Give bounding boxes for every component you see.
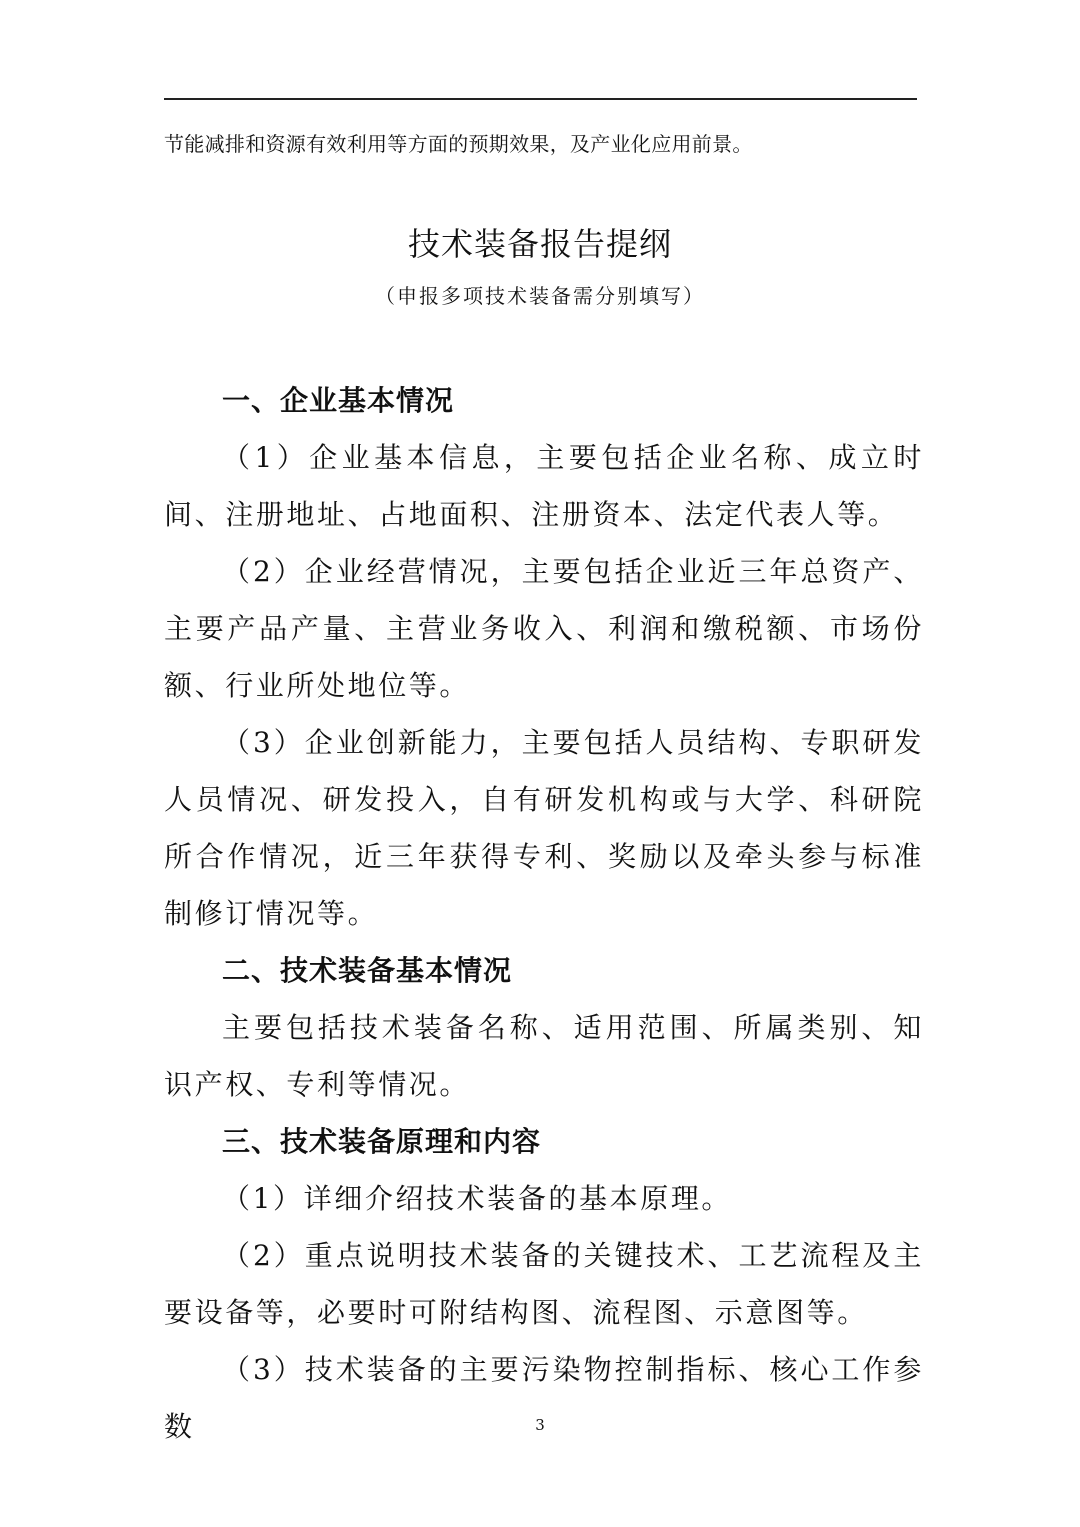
paragraph: （1）企业基本信息，主要包括企业名称、成立时间、注册地址、占地面积、注册资本、法定代表人等。	[164, 441, 924, 531]
section-heading: 三、技术装备原理和内容	[222, 1125, 542, 1158]
carryover-text: 节能减排和资源有效利用等方面的预期效果，及产业化应用前景。	[164, 132, 753, 156]
paragraph: （2）企业经营情况，主要包括企业近三年总资产、主要产品产量、主营业务收入、利润和缴税额、市场份额、行业所处地位等。	[164, 555, 924, 702]
paragraph: （3）技术装备的主要污染物控制指标、核心工作参数	[164, 1353, 924, 1443]
section-heading: 二、技术装备基本情况	[222, 954, 513, 987]
header-rule	[164, 98, 917, 100]
paragraph: 主要包括技术装备名称、适用范围、所属类别、知识产权、专利等情况。	[164, 1011, 924, 1101]
document-title: 技术装备报告提纲	[407, 225, 672, 263]
paragraph: （3）企业创新能力，主要包括人员结构、专职研发人员情况、研发投入，自有研发机构或与大学、科研院所合作情况，近三年获得专利、奖励以及牵头参与标准制修订情况等。	[164, 726, 924, 930]
page-number: 3	[535, 1416, 545, 1434]
document-subtitle: （申报多项技术装备需分别填写）	[375, 284, 705, 308]
paragraph: （1）详细介绍技术装备的基本原理。	[222, 1182, 733, 1215]
document-body	[164, 372, 924, 1455]
section-heading: 一、企业基本情况	[222, 384, 455, 417]
paragraph: （2）重点说明技术装备的关键技术、工艺流程及主要设备等，必要时可附结构图、流程图、示意图等。	[164, 1239, 924, 1329]
